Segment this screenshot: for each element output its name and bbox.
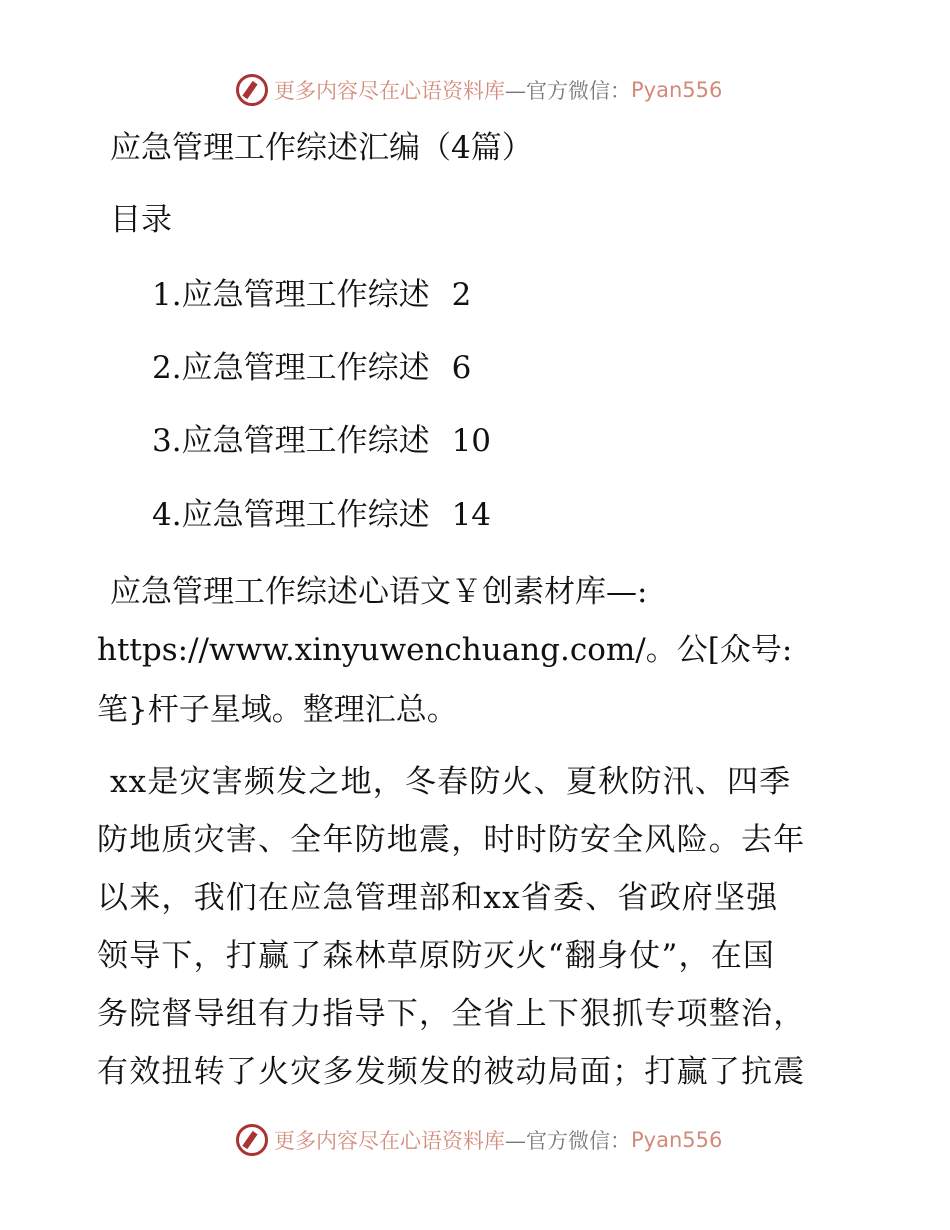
document-title: 应急管理工作综述汇编（4篇） [110,130,533,166]
source-line: https://www.xinyuwenchuang.com/。公[众号: [97,632,793,668]
header-watermark: 更多内容尽在心语资料库 —官方微信： Pyan556 [236,72,722,108]
paragraph-line: 防地质灾害、全年防地震，时时防安全风险。去年 [97,822,806,858]
toc-item[interactable]: 2.应急管理工作综述 6 [152,350,472,386]
footer-watermark: 更多内容尽在心语资料库 —官方微信： Pyan556 [236,1122,722,1158]
toc-heading: 目录 [110,202,172,238]
source-line: 笔}杆子星域。整理汇总。 [97,692,458,728]
source-line: 应急管理工作综述心语文￥创素材库—: [110,574,648,610]
toc-item[interactable]: 1.应急管理工作综述 2 [152,277,472,313]
paragraph-line: 以来，我们在应急管理部和xx省委、省政府坚强 [97,880,779,916]
paragraph-line: 有效扭转了火灾多发频发的被动局面；打赢了抗震 [97,1054,806,1090]
toc-item[interactable]: 4.应急管理工作综述 14 [152,497,492,533]
toc-item[interactable]: 3.应急管理工作综述 10 [152,423,492,459]
quill-logo-icon [236,74,268,106]
paragraph-line: xx是灾害频发之地，冬春防火、夏秋防汛、四季 [110,764,792,800]
paragraph-line: 领导下，打赢了森林草原防灭火“翻身仗”，在国 [97,938,776,974]
paragraph-line: 务院督导组有力指导下，全省上下狠抓专项整治， [97,996,806,1032]
quill-logo-icon [236,1124,268,1156]
